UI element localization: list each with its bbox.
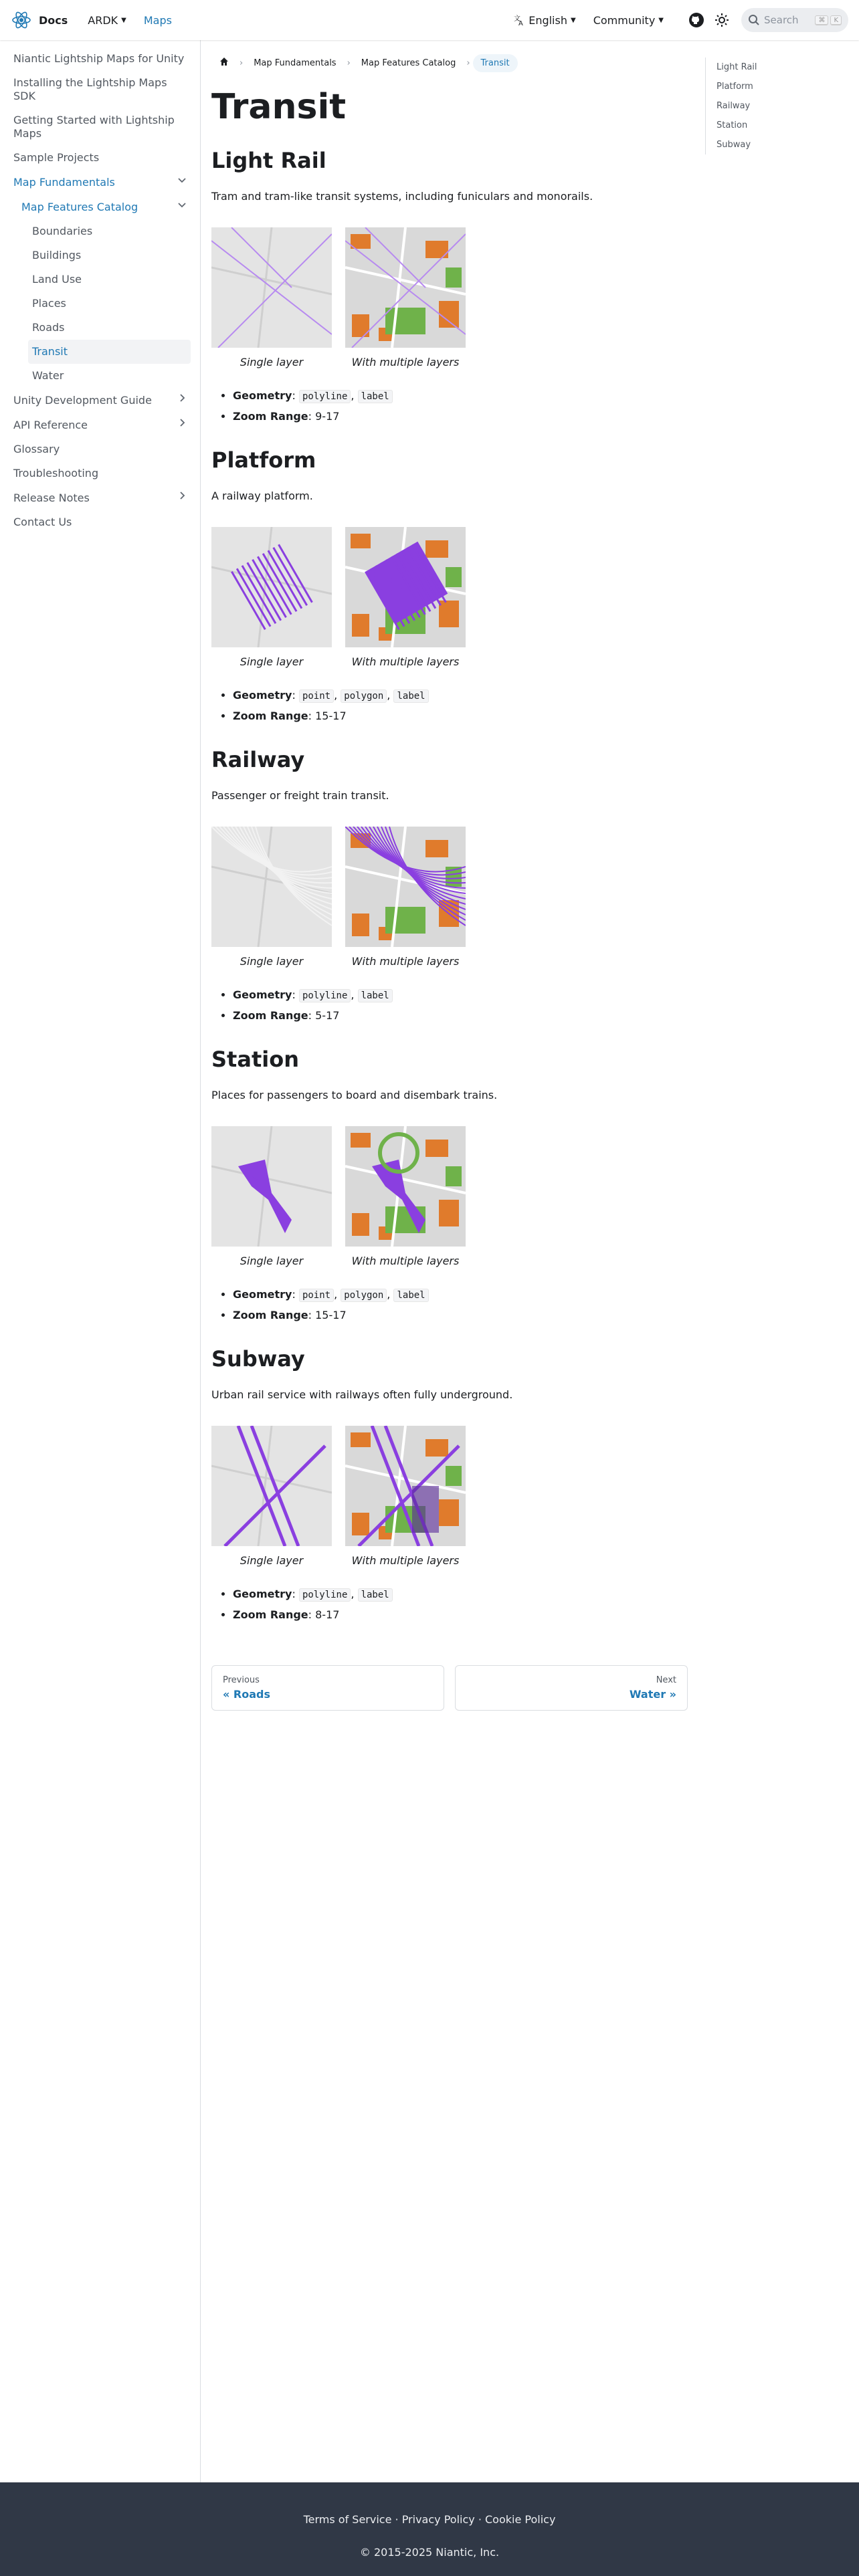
sidebar-item[interactable] [9,461,191,486]
section-description: A railway platform. [211,490,313,502]
breadcrumb-item[interactable]: Map Fundamentals [254,58,337,68]
footer-link[interactable]: Cookie Policy [485,2513,556,2526]
geometry-item: • Geometry: polyline , label [233,1584,688,1605]
pagination [211,1665,688,1711]
prev-sub: Previous [223,1675,260,1685]
map-multi-layer-image [345,227,466,348]
search-placeholder: Search [764,14,799,26]
feature-section [211,1346,688,1625]
sidebar-item[interactable] [28,316,191,340]
sidebar-item[interactable] [28,292,191,316]
zoom-label: Zoom Range [233,410,308,423]
geometry-label: Geometry [233,389,292,402]
figure [345,1126,466,1267]
geometry-label: Geometry [233,1288,292,1301]
figure [211,227,332,368]
footer-sep: · [478,2513,485,2526]
geometry-label: Geometry [233,689,292,702]
zoom-label: Zoom Range [233,710,308,722]
footer-links [0,2513,859,2526]
chevron-right-icon[interactable] [177,418,187,432]
zoom-value: 15-17 [315,710,347,722]
zoom-label: Zoom Range [233,1009,308,1022]
next-page-link[interactable] [455,1665,688,1711]
figure [211,527,332,668]
sidebar-item-label: Map Features Catalog [21,200,138,213]
sidebar-item[interactable] [17,195,191,219]
sidebar-item-label: Troubleshooting [13,467,99,479]
search-button[interactable] [741,8,848,32]
geometry-code: polyline [299,989,351,1002]
breadcrumb [211,52,688,74]
sidebar-item[interactable] [9,71,191,108]
figure [211,1126,332,1267]
sidebar-item-label: Boundaries [32,225,93,237]
sidebar-item-label: Installing the Lightship Maps SDK [13,76,167,102]
prev-page-link[interactable] [211,1665,444,1711]
sidebar-item-label: Roads [32,321,65,334]
sidebar-item[interactable] [28,340,191,364]
sidebar-item[interactable] [9,486,191,510]
breadcrumb-current: Transit [473,54,518,72]
geometry-code: label [393,689,428,703]
zoom-item: • Zoom Range: 9-17 [233,407,688,427]
page-title: Transit [211,87,347,127]
feature-meta-list [233,1285,688,1325]
map-single-layer-image [211,227,332,348]
figure-caption: Single layer [240,955,304,968]
geometry-code: point [299,689,334,703]
sidebar-item-label: Getting Started with Lightship Maps [13,114,175,140]
sidebar [0,40,201,2482]
footer-link[interactable]: Terms of Service [303,2513,392,2526]
figure-caption: With multiple layers [351,655,460,668]
language-dropdown[interactable] [513,14,575,27]
zoom-value: 8-17 [315,1608,340,1621]
figure-row [211,827,688,968]
figure [211,827,332,968]
feature-section [211,447,688,726]
feature-meta-list [233,985,688,1026]
sidebar-item[interactable] [9,170,191,195]
sidebar-item-label: Buildings [32,249,82,261]
sidebar-item-label: Land Use [32,273,82,286]
table-of-contents [705,58,757,154]
prev-label: « Roads [223,1688,270,1701]
kbd-key: ⌘ [815,15,828,25]
brand-title[interactable]: Docs [39,13,68,27]
figure-row [211,527,688,668]
caret-down-icon: ▼ [121,16,126,24]
geometry-item: • Geometry: point , polygon , label [233,1285,688,1305]
theme-toggle-icon[interactable] [712,10,732,30]
sidebar-item-label: Places [32,297,66,310]
zoom-item: • Zoom Range: 8-17 [233,1605,688,1625]
figure-caption: With multiple layers [351,1255,460,1267]
section-description: Tram and tram-like transit systems, including funiculars and monorails. [211,190,593,203]
toc-link[interactable]: Subway [717,140,751,150]
figure [345,1426,466,1567]
zoom-item: • Zoom Range: 15-17 [233,706,688,726]
sidebar-item-label: Release Notes [13,491,90,504]
feature-meta-list [233,685,688,726]
zoom-label: Zoom Range [233,1608,308,1621]
figure-caption: With multiple layers [351,1554,460,1567]
figure-caption: Single layer [240,1554,304,1567]
copyright: © 2015-2025 Niantic, Inc. [359,2546,500,2559]
map-single-layer-image [211,1426,332,1546]
zoom-item: • Zoom Range: 15-17 [233,1305,688,1325]
zoom-value: 5-17 [315,1009,340,1022]
community-dropdown[interactable] [593,14,664,27]
sidebar-item-label: Glossary [13,443,60,455]
toc-link[interactable]: Platform [717,82,753,92]
chevron-down-icon[interactable] [177,175,187,189]
footer-sep: · [395,2513,402,2526]
geometry-code: polyline [299,390,351,403]
sidebar-item[interactable] [9,413,191,437]
section-title: Platform [211,447,316,473]
zoom-value: 9-17 [315,410,340,423]
section-description: Passenger or freight train transit. [211,789,389,802]
chevron-right-icon[interactable] [177,491,187,505]
sidebar-item[interactable] [9,108,191,146]
feature-meta-list [233,1584,688,1625]
top-navbar [0,0,859,40]
geometry-code: label [393,1289,428,1302]
section-title: Subway [211,1346,305,1372]
sidebar-item-label: Unity Development Guide [13,393,152,407]
sidebar-item[interactable] [9,146,191,170]
zoom-label: Zoom Range [233,1309,308,1321]
map-multi-layer-image [345,827,466,947]
figure-caption: Single layer [240,356,304,368]
chevron-right-icon: › [240,58,244,68]
figure-row [211,1126,688,1267]
geometry-code: polygon [341,1289,387,1302]
chevron-right-icon: › [347,58,351,68]
kbd-key: K [830,15,842,25]
geometry-code: label [358,989,393,1002]
sidebar-item[interactable] [28,219,191,243]
search-shortcut [815,15,842,25]
figure [345,227,466,368]
caret-down-icon: ▼ [570,16,576,24]
translate-icon [513,14,525,26]
language-label: English [529,13,567,27]
breadcrumb-item[interactable]: Map Features Catalog [361,58,456,68]
maps-link[interactable]: Maps [143,13,172,27]
caret-down-icon: ▼ [658,16,664,24]
feature-section [211,746,688,1026]
search-icon [748,14,760,26]
zoom-value: 15-17 [315,1309,347,1321]
chevron-down-icon[interactable] [177,200,187,214]
map-single-layer-image [211,527,332,647]
geometry-label: Geometry [233,988,292,1001]
ardk-label: ARDK [88,13,118,27]
sidebar-item-label: Transit [32,345,68,358]
geometry-code: label [358,390,393,403]
main-content [211,40,688,1711]
svg-text:文: 文 [514,15,521,23]
feature-section [211,147,688,427]
docs-logo-icon[interactable] [11,9,32,31]
footer-link[interactable]: Privacy Policy [401,2513,475,2526]
geometry-label: Geometry [233,1588,292,1600]
map-multi-layer-image [345,527,466,647]
sidebar-item[interactable] [28,267,191,292]
sidebar-item-label: Sample Projects [13,151,100,164]
feature-meta-list [233,386,688,427]
community-label: Community [593,13,656,27]
geometry-item: • Geometry: point , polygon , label [233,685,688,706]
figure-caption: Single layer [240,1255,304,1267]
geometry-code: point [299,1289,334,1302]
svg-text:A: A [518,20,524,26]
sidebar-item-label: Water [32,369,64,382]
sidebar-item[interactable] [9,437,191,461]
sections [211,147,688,1625]
sidebar-item[interactable] [28,364,191,388]
section-title: Station [211,1047,299,1072]
sidebar-item-label: API Reference [13,418,88,431]
figure-caption: Single layer [240,655,304,668]
next-sub: Next [656,1675,676,1685]
sidebar-item-label: Contact Us [13,516,72,528]
zoom-item: • Zoom Range: 5-17 [233,1006,688,1026]
footer [0,2482,859,2576]
sidebar-item-label: Niantic Lightship Maps for Unity [13,52,185,65]
figure [345,527,466,668]
sidebar-item[interactable] [28,243,191,267]
section-description: Places for passengers to board and disembark trains. [211,1089,498,1101]
section-description: Urban rail service with railways often fully underground. [211,1388,513,1401]
sidebar-item[interactable] [9,510,191,534]
geometry-code: polygon [341,689,387,703]
geometry-item: • Geometry: polyline , label [233,386,688,407]
map-single-layer-image [211,827,332,947]
map-multi-layer-image [345,1126,466,1247]
map-single-layer-image [211,1126,332,1247]
sidebar-item-label: Map Fundamentals [13,175,115,189]
sidebar-item[interactable] [9,388,191,413]
chevron-right-icon[interactable] [177,393,187,407]
feature-section [211,1046,688,1325]
sidebar-item[interactable] [9,47,191,71]
toc-link[interactable]: Station [717,120,748,130]
section-title: Railway [211,747,305,772]
home-icon [219,57,229,66]
figure [345,827,466,968]
geometry-code: label [358,1588,393,1602]
figure [211,1426,332,1567]
figure-row [211,227,688,368]
ardk-dropdown[interactable] [88,14,126,27]
map-multi-layer-image [345,1426,466,1546]
chevron-right-icon: › [466,58,470,68]
github-icon[interactable] [686,10,706,30]
figure-caption: With multiple layers [351,955,460,968]
geometry-code: polyline [299,1588,351,1602]
next-label: Water » [629,1688,676,1701]
toc-link[interactable]: Railway [717,101,751,111]
breadcrumb-home[interactable] [211,53,237,73]
toc-link[interactable]: Light Rail [717,62,757,72]
figure-caption: With multiple layers [351,356,460,368]
section-title: Light Rail [211,148,326,173]
geometry-item: • Geometry: polyline , label [233,985,688,1006]
figure-row [211,1426,688,1567]
